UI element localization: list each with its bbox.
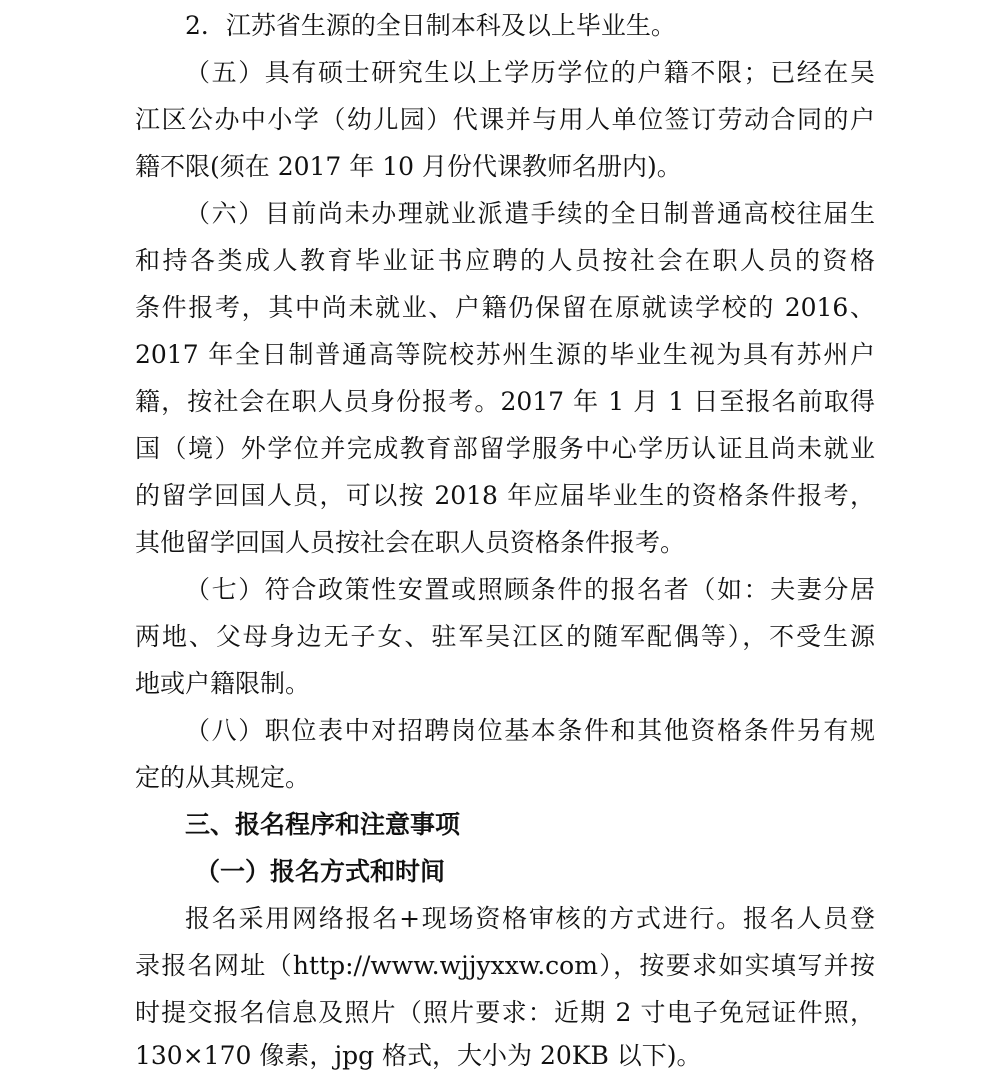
paragraph-line: 条件报考，其中尚未就业、户籍仍保留在原就读学校的 2016、 [135,293,875,322]
paragraph-line: 两地、父母身边无子女、驻军吴江区的随军配偶等），不受生源 [135,622,875,651]
paragraph-line: 录报名网址（http://www.wjjyxxw.com），按要求如实填写并按 [135,951,875,980]
paragraph-line: 其他留学回国人员按社会在职人员资格条件报考。 [135,528,686,557]
paragraph-line: （七）符合政策性安置或照顾条件的报名者（如：夫妻分居 [185,575,875,604]
paragraph-line: （八）职位表中对招聘岗位基本条件和其他资格条件另有规 [185,716,875,745]
paragraph-line: 时提交报名信息及照片（照片要求：近期 2 寸电子免冠证件照， [135,998,875,1027]
paragraph-line: 130×170 像素，jpg 格式，大小为 20KB 以下)。 [135,1041,702,1070]
paragraph-line: 江区公办中小学（幼儿园）代课并与用人单位签订劳动合同的户 [135,105,875,134]
paragraph-line: 的留学回国人员，可以按 2018 年应届毕业生的资格条件报考， [135,481,875,510]
paragraph-line: 定的从其规定。 [135,763,311,792]
sub-heading: （一）报名方式和时间 [195,857,446,886]
paragraph-line: 籍不限(须在 2017 年 10 月份代课教师名册内)。 [135,152,682,181]
paragraph-line: 2017 年全日制普通高等院校苏州生源的毕业生视为具有苏州户 [135,340,875,369]
paragraph-line: （五）具有硕士研究生以上学历学位的户籍不限；已经在吴 [185,58,875,87]
paragraph-line: 籍，按社会在职人员身份报考。2017 年 1 月 1 日至报名前取得 [135,387,875,416]
paragraph-line: 地或户籍限制。 [135,669,311,698]
paragraph-line: 报名采用网络报名+现场资格审核的方式进行。报名人员登 [185,904,875,933]
paragraph-line: （六）目前尚未办理就业派遣手续的全日制普通高校往届生 [185,199,875,228]
paragraph-line: 2．江苏省生源的全日制本科及以上毕业生。 [185,11,676,40]
paragraph-line: 和持各类成人教育毕业证书应聘的人员按社会在职人员的资格 [135,246,875,275]
paragraph-line: 国（境）外学位并完成教育部留学服务中心学历认证且尚未就业 [135,434,875,463]
section-heading: 三、报名程序和注意事项 [185,810,461,839]
